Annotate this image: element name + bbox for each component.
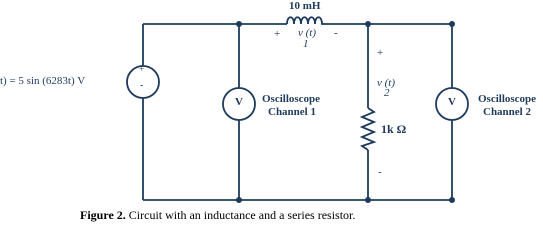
junction-dot: [365, 21, 371, 27]
junction-dot: [449, 197, 455, 203]
source-expression: t) = 5 sin (6283t) V: [0, 75, 86, 87]
resistor-value: 1k Ω: [381, 122, 407, 136]
channel1-name: Oscilloscope: [262, 93, 321, 105]
junction-dot: [449, 21, 455, 27]
resistor-zigzag: [362, 108, 374, 150]
figure-caption-text: Circuit with an inductance and a series resistor.: [125, 208, 356, 222]
junction-dot: [236, 21, 242, 27]
resistor-minus-sign: -: [378, 166, 382, 178]
junction-dot: [365, 197, 371, 203]
inductor-coil: [287, 17, 325, 24]
figure-caption: [80, 208, 355, 223]
resistor-voltage-subscript: 2: [384, 87, 390, 99]
junction-dot: [236, 197, 242, 203]
source-minus-sign: -: [140, 80, 144, 91]
channel1-channel: Channel 1: [268, 106, 316, 118]
resistor-voltage-label: v (t): [377, 77, 396, 89]
channel2-channel: Channel 2: [483, 106, 531, 118]
inductor-plus-sign: +: [274, 28, 281, 40]
channel2-name: Oscilloscope: [478, 93, 537, 105]
figure-caption-prefix: Figure 2.: [80, 208, 126, 222]
source-plus-sign: +: [139, 64, 145, 74]
inductor-value: 10 mH: [289, 0, 321, 12]
resistor-plus-sign: +: [377, 47, 384, 59]
voltmeter-channel1-symbol: V: [235, 96, 243, 108]
inductor-voltage-subscript: 1: [303, 38, 309, 50]
inductor-voltage-label: v (t): [298, 27, 317, 39]
inductor-minus-sign: -: [334, 27, 338, 39]
voltmeter-channel2-symbol: V: [448, 96, 456, 108]
